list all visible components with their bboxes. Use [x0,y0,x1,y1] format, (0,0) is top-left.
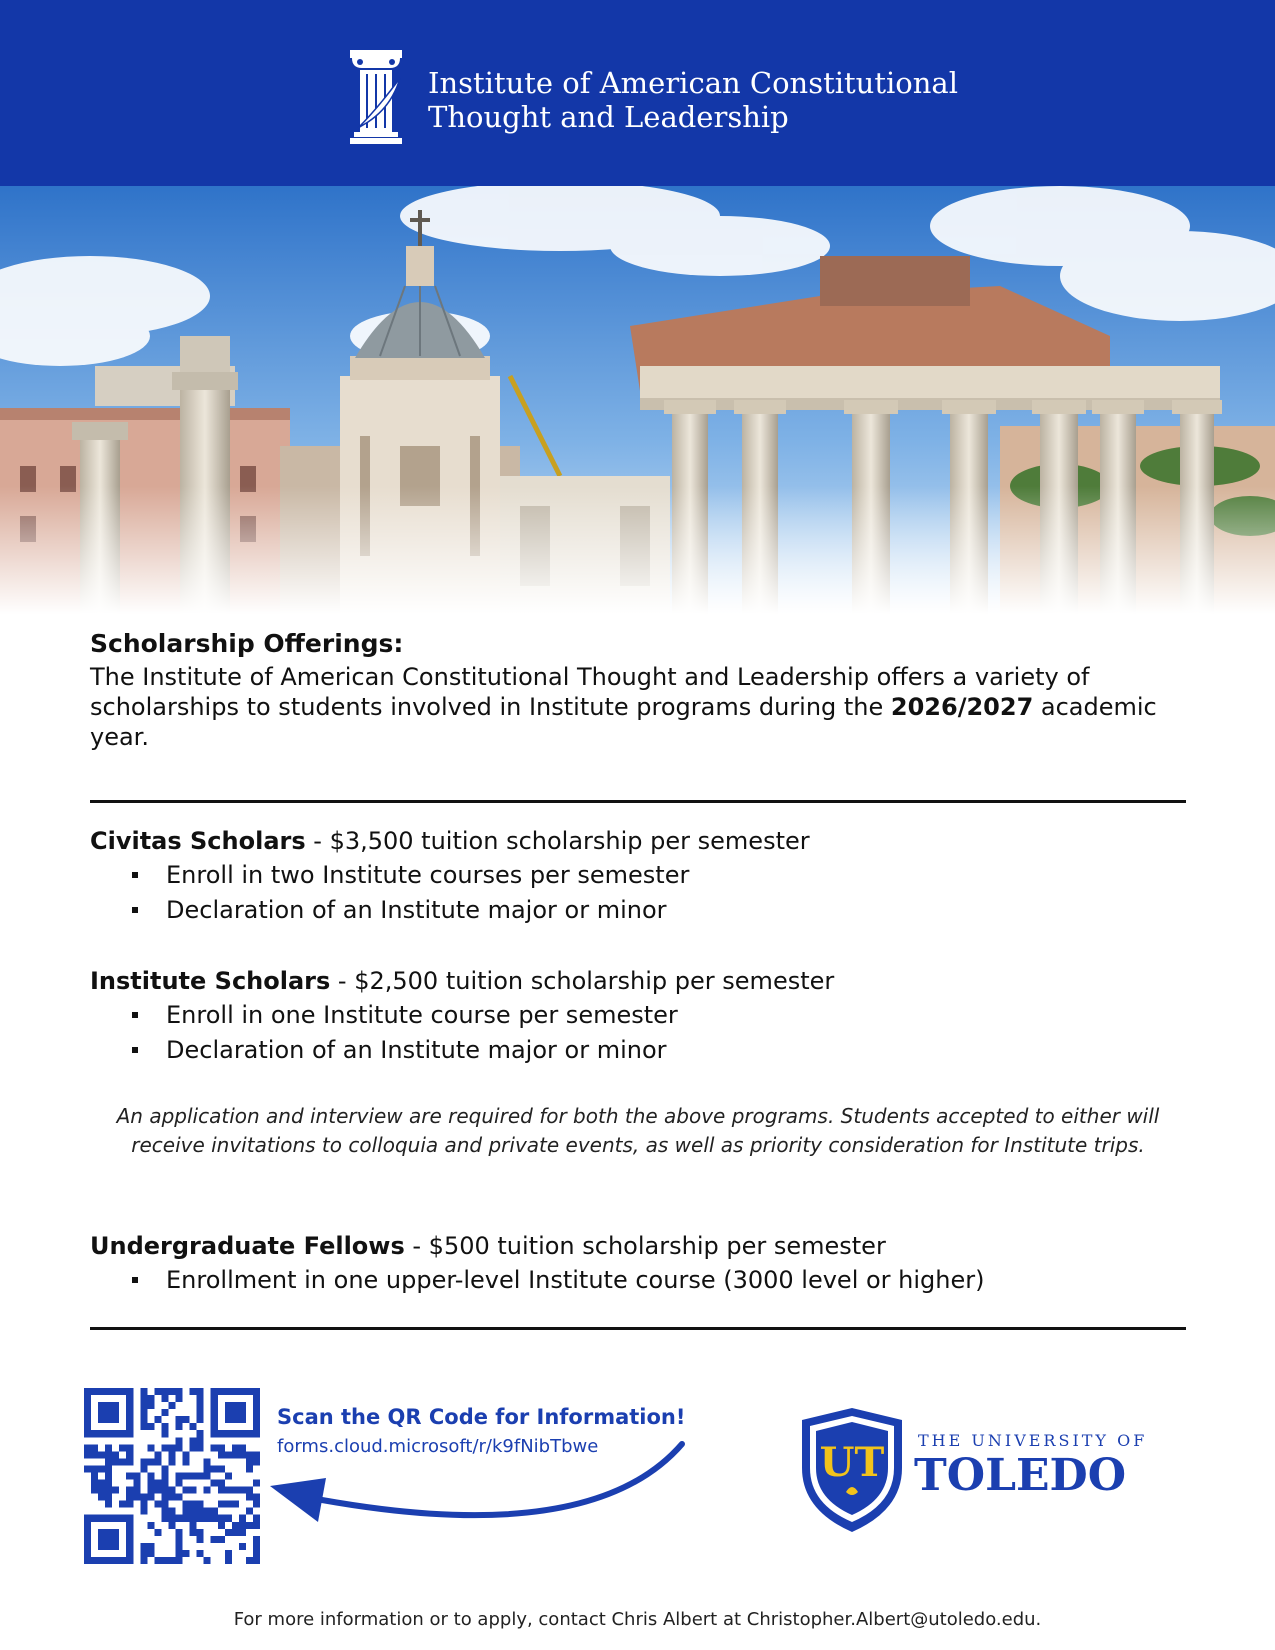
program-name: Institute Scholars [90,967,331,995]
column-quill-icon [348,48,404,146]
form-link[interactable]: forms.cloud.microsoft/r/k9fNibTbwe [277,1436,599,1457]
arrow-icon [262,1438,692,1528]
program-award: - $3,500 tuition scholarship per semester [305,827,810,855]
program-fellows [90,1229,1190,1298]
requirement-text: Enroll in two Institute courses per semester [166,861,690,889]
bullet-icon [132,1012,138,1018]
requirement-text: Enroll in one Institute course per semester [166,1001,678,1029]
qr-code[interactable] [84,1388,260,1564]
requirements-list [90,1263,1190,1298]
program-award: - $500 tuition scholarship per semester [404,1232,886,1260]
bullet-icon [132,907,138,913]
ut-shield-logo [798,1406,906,1534]
program-name: Undergraduate Fellows [90,1232,405,1260]
program-name: Civitas Scholars [90,827,306,855]
program-title-line [90,1229,1190,1263]
offerings-section [90,628,1190,752]
org-title-line2: Thought and Leadership [428,100,789,134]
application-note: An application and interview are required for both the above programs. Students accepted to either will receive invitations to colloquia and private events, as well as priority consideration for Institute trips. [116,1104,1160,1157]
org-title [428,66,958,134]
scan-qr-title: Scan the QR Code for Information! [277,1405,686,1429]
list-item [90,1263,1190,1298]
list-item [90,998,1190,1033]
divider-bottom [90,1327,1186,1330]
bullet-icon [132,872,138,878]
university-label: THE UNIVERSITY OF [918,1431,1148,1450]
requirements-list [90,858,1190,928]
bullet-icon [132,1047,138,1053]
requirement-text: Declaration of an Institute major or minor [166,1036,667,1064]
university-name: TOLEDO [914,1450,1127,1501]
requirement-text: Declaration of an Institute major or minor [166,896,667,924]
intro-paragraph [90,662,1170,752]
header-banner [0,0,1275,186]
program-title-line [90,824,1190,858]
ut-initials: UT [819,1439,885,1486]
list-item [90,858,1190,893]
intro-year: 2026/2027 [890,693,1034,721]
roman-forum-ruins-photo [0,186,1275,614]
contact-footer: For more information or to apply, contact Chris Albert at Christopher.Albert@utoledo.edu. [233,1609,1042,1630]
program-institute [90,964,1190,1068]
org-title-line1: Institute of American Constitutional [428,66,958,100]
section-heading: Scholarship Offerings: [90,629,404,658]
program-award: - $2,500 tuition scholarship per semester [330,967,835,995]
intro-text: The Institute of American Constitutional Thought and Leadership offers a variety of scholarships to students involved in Institute programs during the [90,663,1090,721]
requirements-list [90,998,1190,1068]
program-civitas [90,824,1190,928]
list-item [90,1033,1190,1068]
intro-text-end: academic year. [90,693,1157,751]
divider-top [90,800,1186,803]
bullet-icon [132,1277,138,1283]
program-title-line [90,964,1190,998]
requirement-text: Enrollment in one upper-level Institute course (3000 level or higher) [166,1266,985,1294]
list-item [90,893,1190,928]
